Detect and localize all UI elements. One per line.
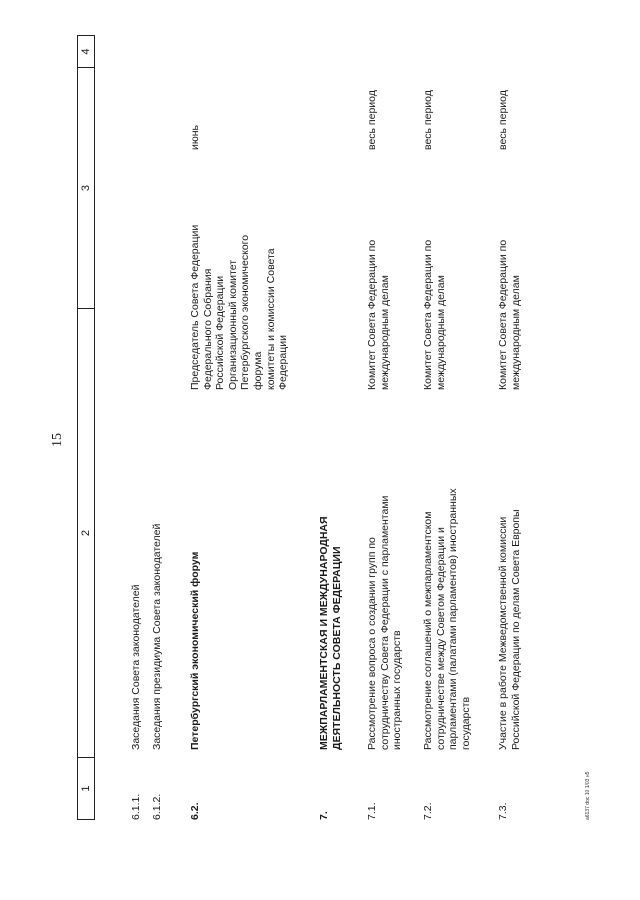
row-number: 6.1.2. (151, 793, 163, 820)
header-col-3: 3 (78, 68, 94, 309)
resp-line: международным делам (378, 275, 391, 390)
row-responsible (366, 240, 391, 390)
row-number: 7.1. (366, 802, 378, 820)
row-title (366, 496, 404, 750)
row-number: 7.2. (422, 802, 434, 820)
resp-line: Председатель Совета Федерации (189, 224, 201, 390)
page-number: 15 (50, 433, 65, 447)
resp-line: Комитет Совета Федерации по (422, 239, 434, 390)
resp-line: Комитет Совета Федерации по (497, 239, 509, 390)
resp-line: международным делам (509, 275, 522, 390)
header-col-4: 4 (78, 35, 94, 68)
row-number: 6.1.1. (130, 793, 142, 820)
footer-code: a6137 doc 10 1/03 н5 (585, 771, 591, 820)
row-title (497, 509, 522, 750)
row-title-line: парламентами (палатами парламентов) иностранных (447, 488, 460, 750)
resp-line: форума (251, 351, 264, 390)
header-col-2: 2 (78, 309, 94, 758)
resp-line: Петербургского экономического (239, 234, 252, 390)
row-title (422, 488, 472, 750)
resp-line: Организационный комитет (226, 259, 239, 390)
row-title-line: МЕЖПАРЛАМЕНТСКАЯ И МЕЖДУНАРОДНАЯ (318, 516, 330, 750)
row-title-line: ДЕЯТЕЛЬНОСТЬ СОВЕТА ФЕДЕРАЦИИ (330, 546, 343, 750)
header-col-1: 1 (78, 758, 94, 820)
row-number: 6.2. (189, 802, 201, 820)
row-title (189, 552, 202, 750)
row-title-line: сотрудничеству Совета Федерации с парламентами (378, 495, 391, 750)
row-title-line: иностранных государств (391, 630, 404, 750)
row-title-line: государств (459, 696, 472, 750)
row-number: 7. (318, 811, 330, 820)
row-period: июнь (189, 124, 201, 150)
resp-line: Российской Федерации (214, 275, 227, 390)
row-period: весь период (497, 90, 509, 150)
row-title-line: Рассмотрение соглашений о межпарламентском (422, 511, 434, 750)
row-title-line: Заседания Совета законодателей (130, 584, 142, 750)
row-responsible (497, 240, 522, 390)
row-title-line: Российской Федерации по делам Совета Европы (509, 509, 522, 750)
row-responsible (422, 240, 447, 390)
row-title (130, 585, 143, 750)
row-title (318, 516, 343, 750)
resp-line: комитеты и комиссии Совета (264, 248, 277, 390)
row-title-line: Петербургский экономический форум (189, 551, 201, 750)
row-number: 7.3. (497, 802, 509, 820)
resp-line: Комитет Совета Федерации по (366, 239, 378, 390)
row-period: весь период (422, 90, 434, 150)
row-title-line: Заседания президиума Совета законодателей (151, 523, 163, 750)
row-responsible (189, 225, 290, 390)
resp-line: международным делам (434, 275, 447, 390)
row-title-line: Рассмотрение вопроса о создании групп по (366, 537, 378, 750)
row-title-line: сотрудничестве между Советом Федерации и (434, 527, 447, 750)
row-period: весь период (366, 90, 378, 150)
row-title-line: Участие в работе Межведомственной комиссии (497, 516, 509, 750)
resp-line: Федерального Собрания (201, 268, 214, 390)
row-title (151, 524, 164, 750)
resp-line: Федерации (277, 335, 290, 390)
table-header (77, 35, 95, 820)
